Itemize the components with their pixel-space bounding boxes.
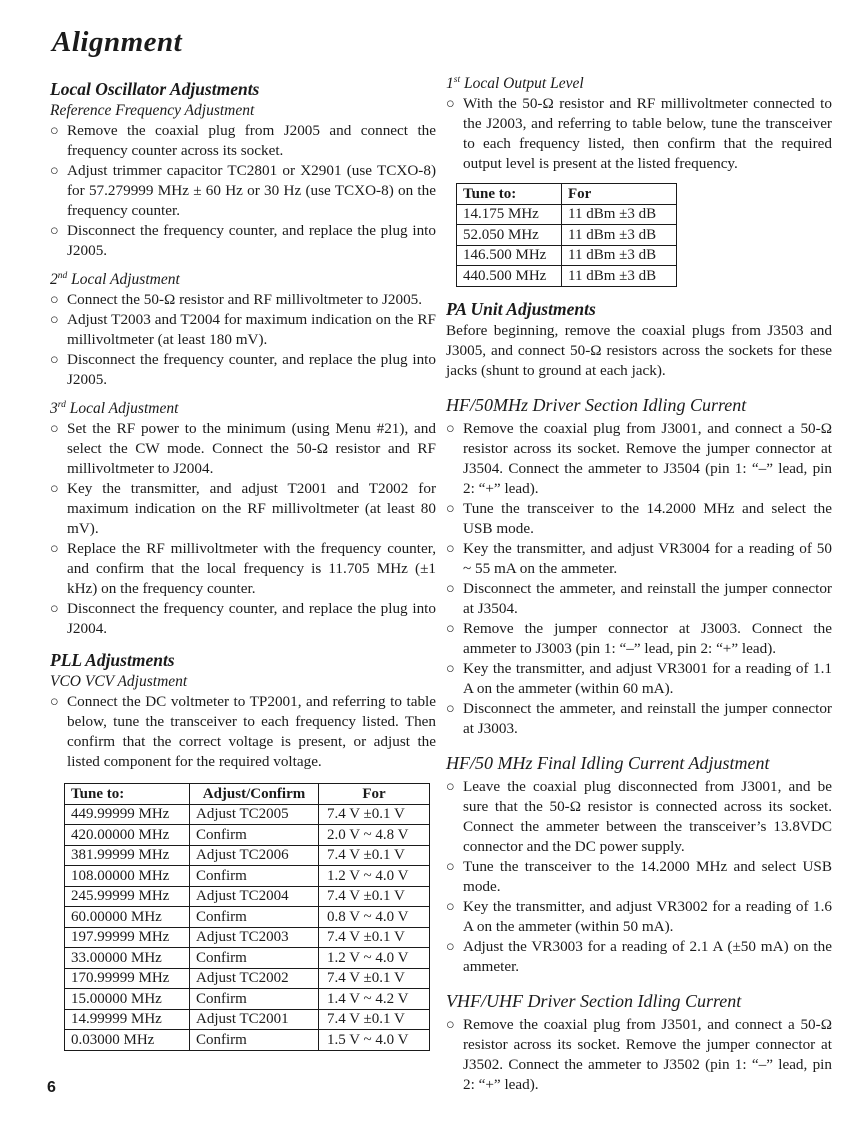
procedure-step-text: Remove the jumper connector at J3003. Connect the ammeter to J3003 (pin 1: “–” lead, pin 2: “+” lead). xyxy=(463,619,832,657)
procedure-step xyxy=(50,290,436,310)
subsection-heading-text: Local Adjustment xyxy=(67,271,180,288)
procedure-step xyxy=(50,479,436,539)
procedure-step-text: Disconnect the ammeter, and reinstall the jumper connector at J3003. xyxy=(463,699,832,737)
procedure-step xyxy=(446,1015,832,1095)
table-cell: 1.2 V ~ 4.0 V xyxy=(319,866,430,887)
procedure-step xyxy=(446,699,832,739)
table-row xyxy=(65,1009,430,1030)
table-cell: Confirm xyxy=(190,907,319,928)
procedure-step-text: Connect the 50-Ω resistor and RF millivoltmeter to J2005. xyxy=(67,291,423,308)
subsection-heading-text: Local Adjustment xyxy=(65,400,179,417)
vco-adjustment-table xyxy=(64,783,430,1051)
circle-bullet-icon: ○ xyxy=(50,352,59,368)
table-cell: 7.4 V ±0.1 V xyxy=(319,845,430,866)
procedure-step-text: Tune the transceiver to the 14.2000 MHz and select the USB mode. xyxy=(463,499,832,537)
procedure-list-reference-frequency xyxy=(50,121,436,261)
table-cell: 420.00000 MHz xyxy=(65,825,190,846)
circle-bullet-icon: ○ xyxy=(446,938,455,955)
table-row xyxy=(65,907,430,928)
circle-bullet-icon: ○ xyxy=(446,898,455,915)
circle-bullet-icon: ○ xyxy=(50,123,59,139)
procedure-step-text: Remove the coaxial plug from J3501, and connect a 50-Ω resistor across its socket. Remove the jumper connector at J3502. Connect the ammeter to J3502 (pin 1: “–” lead, pin 2: “+” lead). xyxy=(463,1015,832,1093)
procedure-step xyxy=(446,857,832,897)
ordinal-suffix: nd xyxy=(57,270,68,281)
circle-bullet-icon: ○ xyxy=(446,580,455,597)
procedure-step xyxy=(446,897,832,937)
circle-bullet-icon: ○ xyxy=(446,1016,455,1033)
table-cell: 0.8 V ~ 4.0 V xyxy=(319,907,430,928)
procedure-step-text: Adjust T2003 and T2004 for maximum indication on the RF millivoltmeter (at least 180 mV). xyxy=(67,311,436,348)
procedure-step-text: Remove the coaxial plug from J2005 and connect the frequency counter across its socket. xyxy=(67,122,436,159)
table-cell: 60.00000 MHz xyxy=(65,907,190,928)
table-cell: 7.4 V ±0.1 V xyxy=(319,968,430,989)
procedure-step xyxy=(50,221,436,261)
subsection-heading-3rd-local xyxy=(50,399,436,419)
procedure-list-1st-local-output xyxy=(446,94,832,174)
procedure-step-text: Remove the coaxial plug from J3001, and connect a 50-Ω resistor across its socket. Remove the jumper connector at J3504. Connect the ammeter to J3504 (pin 1: “–” lead, pin 2: “+” lead). xyxy=(463,419,832,497)
procedure-list-hf50-driver-idling xyxy=(446,419,832,739)
table-cell: Adjust TC2004 xyxy=(190,886,319,907)
circle-bullet-icon: ○ xyxy=(50,541,59,557)
column-header: Adjust/Confirm xyxy=(190,784,319,805)
table-cell: 11 dBm ±3 dB xyxy=(562,245,677,266)
table-cell: 7.4 V ±0.1 V xyxy=(319,927,430,948)
right-column xyxy=(446,74,832,1095)
pa-unit-intro-paragraph: Before beginning, remove the coaxial plugs from J3503 and J3005, and connect 50-Ω resistors across the sockets for these jacks (shunt to ground at each jack). xyxy=(446,321,832,379)
procedure-step-text: Disconnect the frequency counter, and replace the plug into J2005. xyxy=(67,351,436,388)
procedure-step xyxy=(446,94,832,174)
table-cell: 170.99999 MHz xyxy=(65,968,190,989)
circle-bullet-icon: ○ xyxy=(446,420,455,437)
table-cell: 2.0 V ~ 4.8 V xyxy=(319,825,430,846)
table-cell: 11 dBm ±3 dB xyxy=(562,225,677,246)
procedure-list-3rd-local xyxy=(50,419,436,639)
table-cell: 15.00000 MHz xyxy=(65,989,190,1010)
table-row xyxy=(65,825,430,846)
procedure-step xyxy=(50,692,436,772)
circle-bullet-icon: ○ xyxy=(50,481,59,497)
subsection-heading-vco-vcv: VCO VCV Adjustment xyxy=(50,673,188,690)
subsection-heading-text: Local Output Level xyxy=(460,75,584,92)
circle-bullet-icon: ○ xyxy=(50,312,59,328)
column-header: For xyxy=(562,184,677,205)
procedure-step-text: Adjust the VR3003 for a reading of 2.1 A (±50 mA) on the ammeter. xyxy=(463,937,832,975)
column-header: For xyxy=(319,784,430,805)
procedure-list-vhfuhf-driver-idling xyxy=(446,1015,832,1095)
subsection-heading-2nd-local xyxy=(50,270,436,290)
circle-bullet-icon: ○ xyxy=(446,700,455,717)
circle-bullet-icon: ○ xyxy=(446,96,455,112)
column-header: Tune to: xyxy=(65,784,190,805)
procedure-step xyxy=(446,579,832,619)
ordinal-suffix: rd xyxy=(57,399,66,410)
table-cell: Adjust TC2006 xyxy=(190,845,319,866)
circle-bullet-icon: ○ xyxy=(446,540,455,557)
table-cell: 7.4 V ±0.1 V xyxy=(319,1009,430,1030)
procedure-step xyxy=(50,121,436,161)
circle-bullet-icon: ○ xyxy=(50,421,59,437)
table-cell: Adjust TC2003 xyxy=(190,927,319,948)
table-cell: Adjust TC2002 xyxy=(190,968,319,989)
procedure-step xyxy=(446,777,832,857)
procedure-step-text: Connect the DC voltmeter to TP2001, and referring to table below, tune the transceiver to each frequency listed. Then confirm that the correct voltage is present, or adjust the listed component for the required voltage. xyxy=(67,693,436,770)
circle-bullet-icon: ○ xyxy=(446,660,455,677)
table-row xyxy=(457,266,677,287)
table-cell: 1.5 V ~ 4.0 V xyxy=(319,1030,430,1051)
table-cell: Adjust TC2001 xyxy=(190,1009,319,1030)
procedure-step-text: Set the RF power to the minimum (using Menu #21), and select the CW mode. Connect the 50-Ω resistor and RF millivoltmeter to J2004. xyxy=(67,420,436,477)
local-output-level-table xyxy=(456,183,677,287)
procedure-step xyxy=(50,350,436,390)
table-row xyxy=(65,968,430,989)
procedure-step xyxy=(446,937,832,977)
procedure-step xyxy=(446,419,832,499)
procedure-step xyxy=(50,161,436,221)
table-row xyxy=(65,927,430,948)
page-title: Alignment xyxy=(52,26,183,58)
circle-bullet-icon: ○ xyxy=(50,601,59,617)
table-row xyxy=(65,886,430,907)
table-row xyxy=(65,804,430,825)
procedure-step-text: Key the transmitter, and adjust T2001 and T2002 for maximum indication on the RF millivoltmeter (at least 80 mV). xyxy=(67,480,436,537)
procedure-step-text: Key the transmitter, and adjust VR3004 for a reading of 50 ~ 55 mA on the ammeter. xyxy=(463,539,832,577)
procedure-step xyxy=(446,619,832,659)
table-cell: Confirm xyxy=(190,825,319,846)
table-cell: 197.99999 MHz xyxy=(65,927,190,948)
table-row xyxy=(65,989,430,1010)
table-cell: Adjust TC2005 xyxy=(190,804,319,825)
procedure-step-text: Key the transmitter, and adjust VR3002 for a reading of 1.6 A on the ammeter (within 50 mA). xyxy=(463,897,832,935)
table-cell: 14.175 MHz xyxy=(457,204,562,225)
table-row xyxy=(457,245,677,266)
table-cell: Confirm xyxy=(190,948,319,969)
table-cell: 245.99999 MHz xyxy=(65,886,190,907)
table-cell: Confirm xyxy=(190,1030,319,1051)
table-cell: 0.03000 MHz xyxy=(65,1030,190,1051)
procedure-step xyxy=(50,599,436,639)
table-row xyxy=(65,1030,430,1051)
table-cell: 11 dBm ±3 dB xyxy=(562,266,677,287)
table-header-row xyxy=(457,184,677,205)
circle-bullet-icon: ○ xyxy=(50,694,59,710)
procedure-step xyxy=(446,499,832,539)
subsection-heading-1st-local-output xyxy=(446,74,832,94)
procedure-step-text: Adjust trimmer capacitor TC2801 or X2901 (use TCXO-8) for 57.279999 MHz ± 60 Hz or 30 Hz (use TCXO-8) on the frequency counter. xyxy=(67,162,436,219)
circle-bullet-icon: ○ xyxy=(50,292,59,308)
procedure-list-vco-vcv xyxy=(50,692,436,772)
procedure-step-text: Disconnect the frequency counter, and replace the plug into J2005. xyxy=(67,222,436,259)
procedure-list-hf50-final-idling xyxy=(446,777,832,977)
procedure-step-text: Disconnect the frequency counter, and replace the plug into J2004. xyxy=(67,600,436,637)
circle-bullet-icon: ○ xyxy=(446,500,455,517)
circle-bullet-icon: ○ xyxy=(446,778,455,795)
subsection-heading-reference-frequency: Reference Frequency Adjustment xyxy=(50,102,255,119)
column-header: Tune to: xyxy=(457,184,562,205)
table-row xyxy=(65,948,430,969)
table-row xyxy=(457,225,677,246)
table-cell: 1.4 V ~ 4.2 V xyxy=(319,989,430,1010)
ordinal-number: 1 xyxy=(446,75,454,92)
table-row xyxy=(457,204,677,225)
table-cell: 7.4 V ±0.1 V xyxy=(319,886,430,907)
left-column xyxy=(50,78,436,1051)
page-number: 6 xyxy=(47,1079,56,1096)
procedure-step-text: Leave the coaxial plug disconnected from J3001, and be sure that the 50-Ω resistor is connected across its socket. Connect the ammeter between the transceiver’s 13.8VDC connector and the DC power supply. xyxy=(463,777,832,855)
table-cell: 108.00000 MHz xyxy=(65,866,190,887)
table-cell: 381.99999 MHz xyxy=(65,845,190,866)
subsection-heading-hf50-final-idling: HF/50 MHz Final Idling Current Adjustment xyxy=(446,752,770,773)
table-cell: 14.99999 MHz xyxy=(65,1009,190,1030)
procedure-step-text: Key the transmitter, and adjust VR3001 for a reading of 1.1 A on the ammeter (within 60 mA). xyxy=(463,659,832,697)
table-header-row xyxy=(65,784,430,805)
procedure-step xyxy=(50,539,436,599)
table-cell: 1.2 V ~ 4.0 V xyxy=(319,948,430,969)
procedure-step xyxy=(50,310,436,350)
procedure-step-text: With the 50-Ω resistor and RF millivoltmeter connected to the J2003, and referring to table below, tune the transceiver to each frequency listed, then confirm that the required output level is present at the listed frequency. xyxy=(463,95,832,172)
table-cell: 440.500 MHz xyxy=(457,266,562,287)
table-cell: 7.4 V ±0.1 V xyxy=(319,804,430,825)
ordinal-number: 2 xyxy=(50,271,58,288)
procedure-step-text: Tune the transceiver to the 14.2000 MHz and select USB mode. xyxy=(463,857,832,895)
section-heading-pa-unit: PA Unit Adjustments xyxy=(446,298,596,319)
procedure-step xyxy=(446,659,832,699)
table-cell: Confirm xyxy=(190,866,319,887)
procedure-step xyxy=(446,539,832,579)
circle-bullet-icon: ○ xyxy=(50,163,59,179)
table-row xyxy=(65,866,430,887)
ordinal-number: 3 xyxy=(50,400,58,417)
procedure-step xyxy=(50,419,436,479)
table-cell: Confirm xyxy=(190,989,319,1010)
subsection-heading-vhfuhf-driver-idling: VHF/UHF Driver Section Idling Current xyxy=(446,990,742,1011)
procedure-list-2nd-local xyxy=(50,290,436,390)
ordinal-suffix: st xyxy=(453,74,461,85)
circle-bullet-icon: ○ xyxy=(50,223,59,239)
table-row xyxy=(65,845,430,866)
table-cell: 52.050 MHz xyxy=(457,225,562,246)
procedure-step-text: Replace the RF millivoltmeter with the frequency counter, and confirm that the local frequency is 11.705 MHz (±1 kHz) on the frequency counter. xyxy=(67,540,436,597)
procedure-step-text: Disconnect the ammeter, and reinstall the jumper connector at J3504. xyxy=(463,579,832,617)
table-cell: 33.00000 MHz xyxy=(65,948,190,969)
section-heading-pll: PLL Adjustments xyxy=(50,650,175,670)
table-cell: 449.99999 MHz xyxy=(65,804,190,825)
table-cell: 146.500 MHz xyxy=(457,245,562,266)
circle-bullet-icon: ○ xyxy=(446,858,455,875)
table-cell: 11 dBm ±3 dB xyxy=(562,204,677,225)
subsection-heading-hf50-driver-idling: HF/50MHz Driver Section Idling Current xyxy=(446,394,747,415)
section-heading-local-oscillator: Local Oscillator Adjustments xyxy=(50,79,260,99)
circle-bullet-icon: ○ xyxy=(446,620,455,637)
